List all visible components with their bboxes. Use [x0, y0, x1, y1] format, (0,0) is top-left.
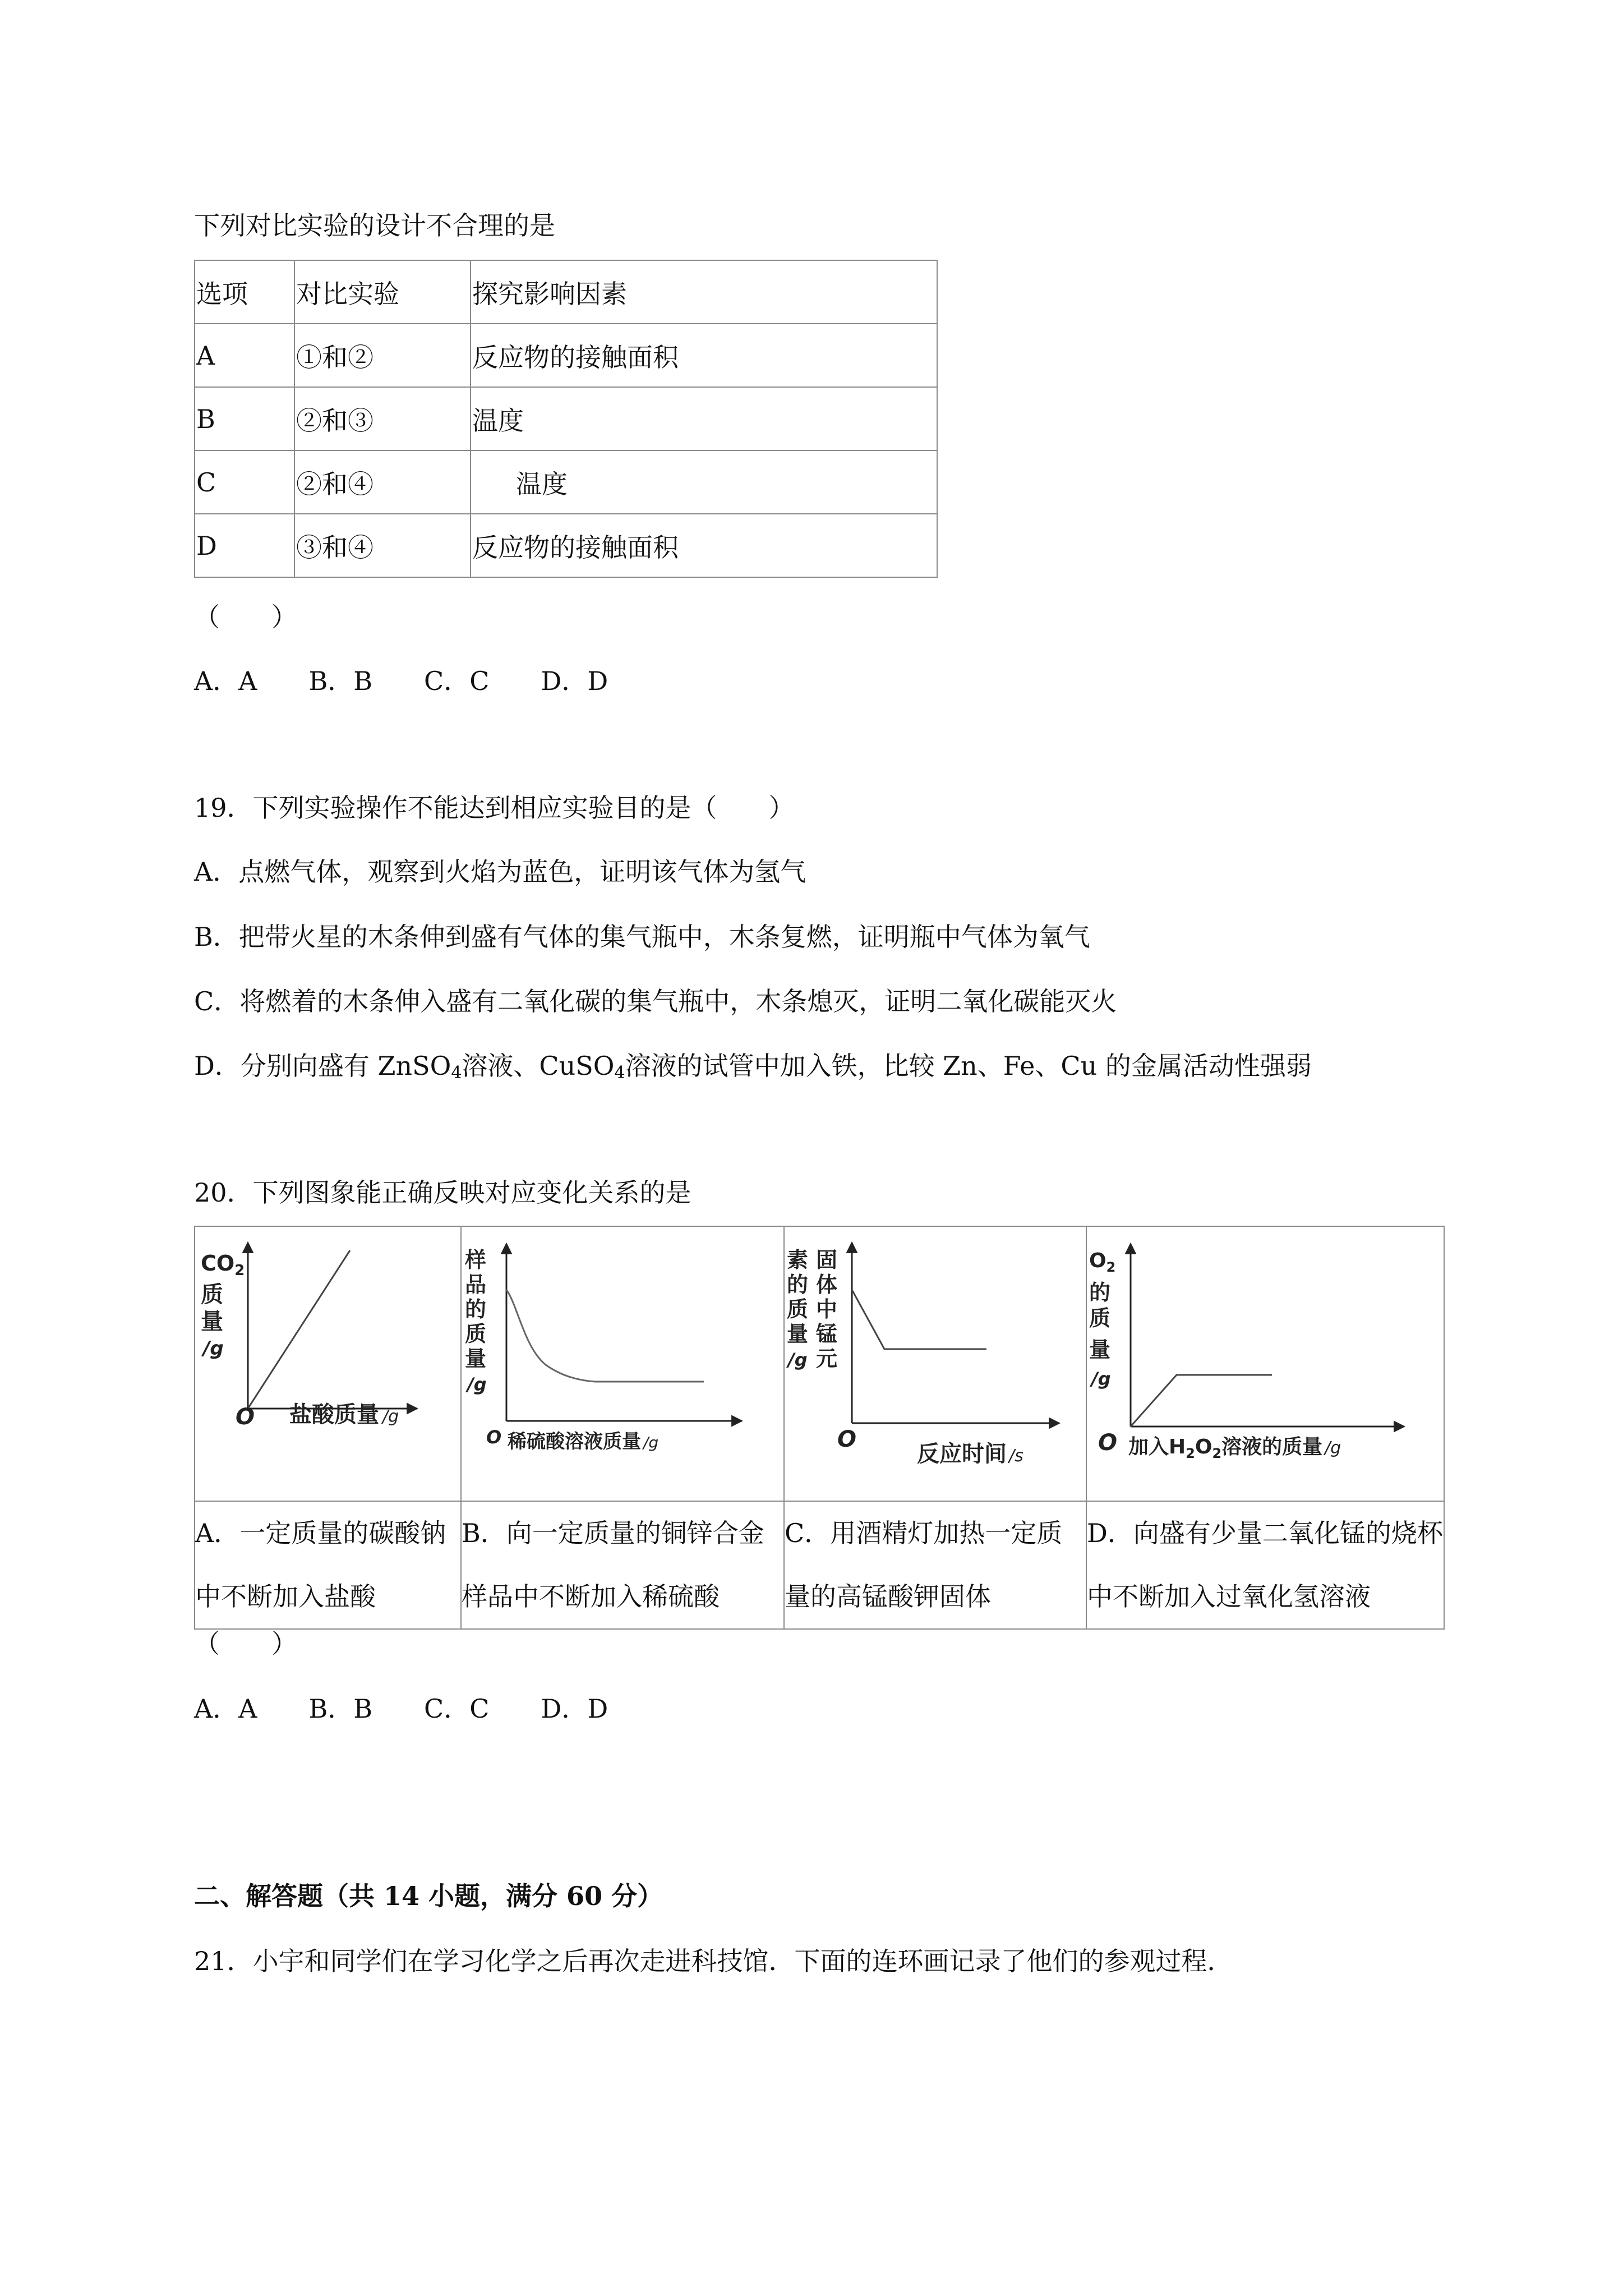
- caption-d: D．向盛有少量二氧化锰的烧杯中不断加入过氧化氢溶液: [1087, 1518, 1443, 1612]
- y-label-a4: 量: [787, 1322, 809, 1346]
- q20-stem: 20．下列图象能正确反映对应变化关系的是: [194, 1177, 691, 1208]
- q19-option-a: A．点燃气体，观察到火焰为蓝色，证明该气体为氢气: [194, 857, 806, 887]
- table-cell: 温度: [471, 387, 937, 450]
- table-cell: 温度: [471, 450, 937, 514]
- table-cell: ②和③: [294, 387, 471, 450]
- y-label-a5: /g: [788, 1349, 808, 1370]
- q18-options: A．A B．B C．C D．D: [194, 666, 608, 696]
- q20-answer-paren: （ ）: [194, 1628, 297, 1659]
- x-label: 反应时间 /s: [917, 1441, 1023, 1467]
- q19-stem: 19．下列实验操作不能达到相应实验目的是（ ）: [194, 793, 795, 823]
- table-cell: 反应物的接触面积: [471, 324, 937, 387]
- y-label-1: 样: [465, 1248, 487, 1272]
- data-line: [248, 1250, 350, 1409]
- table-row: [195, 324, 937, 387]
- y-label-a1: 素: [787, 1248, 809, 1272]
- y-label-5: 量: [465, 1346, 487, 1371]
- graph-b-cell: [461, 1226, 784, 1501]
- origin-label: O: [1098, 1430, 1118, 1456]
- table-cell: ②和④: [294, 450, 471, 514]
- y-label-a2: 的: [787, 1272, 809, 1297]
- x-label: 加入$H_2O_2$溶液的质量 /g: [1128, 1435, 1341, 1461]
- table-row: [195, 514, 937, 577]
- table-cell: C: [195, 450, 294, 514]
- table-cell: A: [195, 324, 294, 387]
- caption-cell: [1086, 1501, 1444, 1629]
- x-label: 盐酸质量 /g: [289, 1402, 399, 1428]
- y-label-2: 质: [201, 1282, 223, 1308]
- q20-table: [194, 1226, 1445, 1630]
- graph-a-cell: [195, 1226, 461, 1501]
- q19-option-d: D．分别向盛有 ZnSO$_4$溶液、CuSO$_4$溶液的试管中加入铁，比较 Zn、Fe、Cu 的金属活动性强弱: [194, 1051, 1312, 1083]
- table-header-cell: 对比实验: [294, 260, 471, 324]
- data-line: [1131, 1375, 1272, 1427]
- section-heading: 二、解答题（共 14 小题，满分 60 分）: [194, 1881, 663, 1911]
- origin-label: O: [837, 1427, 857, 1452]
- caption-cell: [195, 1501, 461, 1629]
- y-label-b2: 体: [816, 1272, 838, 1297]
- y-unit: /g: [467, 1374, 487, 1395]
- graph-row: [195, 1226, 1444, 1501]
- caption-b: B．向一定质量的铜锌合金样品中不断加入稀硫酸: [462, 1518, 764, 1612]
- table-header-cell: 探究影响因素: [471, 260, 937, 324]
- y-label-3: 的: [465, 1297, 487, 1322]
- table-row: [195, 450, 937, 514]
- caption-cell: [784, 1501, 1086, 1629]
- q19-option-c: C．将燃着的木条伸入盛有二氧化碳的集气瓶中，木条熄灭，证明二氧化碳能灭火: [194, 986, 1117, 1016]
- x-label: 稀硫酸溶液质量 /g: [508, 1430, 659, 1453]
- y-label-4: 质: [465, 1322, 487, 1346]
- graph-c: [785, 1227, 1086, 1478]
- y-label-3: 质: [1089, 1306, 1111, 1331]
- y-label-b1: 固: [816, 1248, 838, 1272]
- q21-stem: 21．小宇和同学们在学习化学之后再次走进科技馆．下面的连环画记录了他们的参观过程．: [194, 1946, 1233, 1976]
- q18-answer-paren: （ ）: [194, 602, 297, 632]
- data-curve: [506, 1290, 704, 1382]
- caption-row: [195, 1501, 1444, 1629]
- q20-options: A．A B．B C．C D．D: [194, 1694, 608, 1724]
- table-cell: B: [195, 387, 294, 450]
- table-cell: D: [195, 514, 294, 577]
- graph-d-cell: [1086, 1226, 1444, 1501]
- y-label-2: 的: [1089, 1280, 1111, 1305]
- q19-option-b: B．把带火星的木条伸到盛有气体的集气瓶中，木条复燃，证明瓶中气体为氧气: [194, 922, 1090, 952]
- y-label-b4: 锰: [816, 1322, 838, 1346]
- origin-label: O: [236, 1404, 255, 1430]
- table-row: [195, 387, 937, 450]
- caption-a: A．一定质量的碳酸钠中不断加入盐酸: [195, 1518, 446, 1612]
- origin-label: O: [486, 1427, 502, 1448]
- q18-table: [194, 260, 938, 578]
- y-label-a3: 质: [787, 1297, 809, 1322]
- data-line: [852, 1290, 986, 1349]
- y-label-4: 量: [1089, 1337, 1111, 1362]
- y-label-1: $O_2$: [1089, 1249, 1116, 1275]
- y-unit: /g: [203, 1337, 224, 1360]
- table-cell: ①和②: [294, 324, 471, 387]
- table-cell: 反应物的接触面积: [471, 514, 937, 577]
- y-label-3: 量: [201, 1309, 223, 1335]
- y-label-1: $CO_2$: [201, 1251, 245, 1279]
- graph-c-cell: [784, 1226, 1086, 1501]
- table-header-row: [195, 260, 937, 324]
- table-header-cell: 选项: [195, 260, 294, 324]
- caption-cell: [461, 1501, 784, 1629]
- y-label-2: 品: [465, 1272, 487, 1297]
- q18-stem: 下列对比实验的设计不合理的是: [194, 210, 555, 241]
- y-unit: /g: [1091, 1368, 1111, 1389]
- graph-d: [1087, 1227, 1444, 1478]
- caption-c: C．用酒精灯加热一定质量的高锰酸钾固体: [785, 1518, 1063, 1612]
- y-label-b5: 元: [816, 1346, 838, 1371]
- table-cell: ③和④: [294, 514, 471, 577]
- y-label-b3: 中: [816, 1297, 838, 1322]
- graph-a: [195, 1227, 460, 1478]
- graph-b: [462, 1227, 783, 1478]
